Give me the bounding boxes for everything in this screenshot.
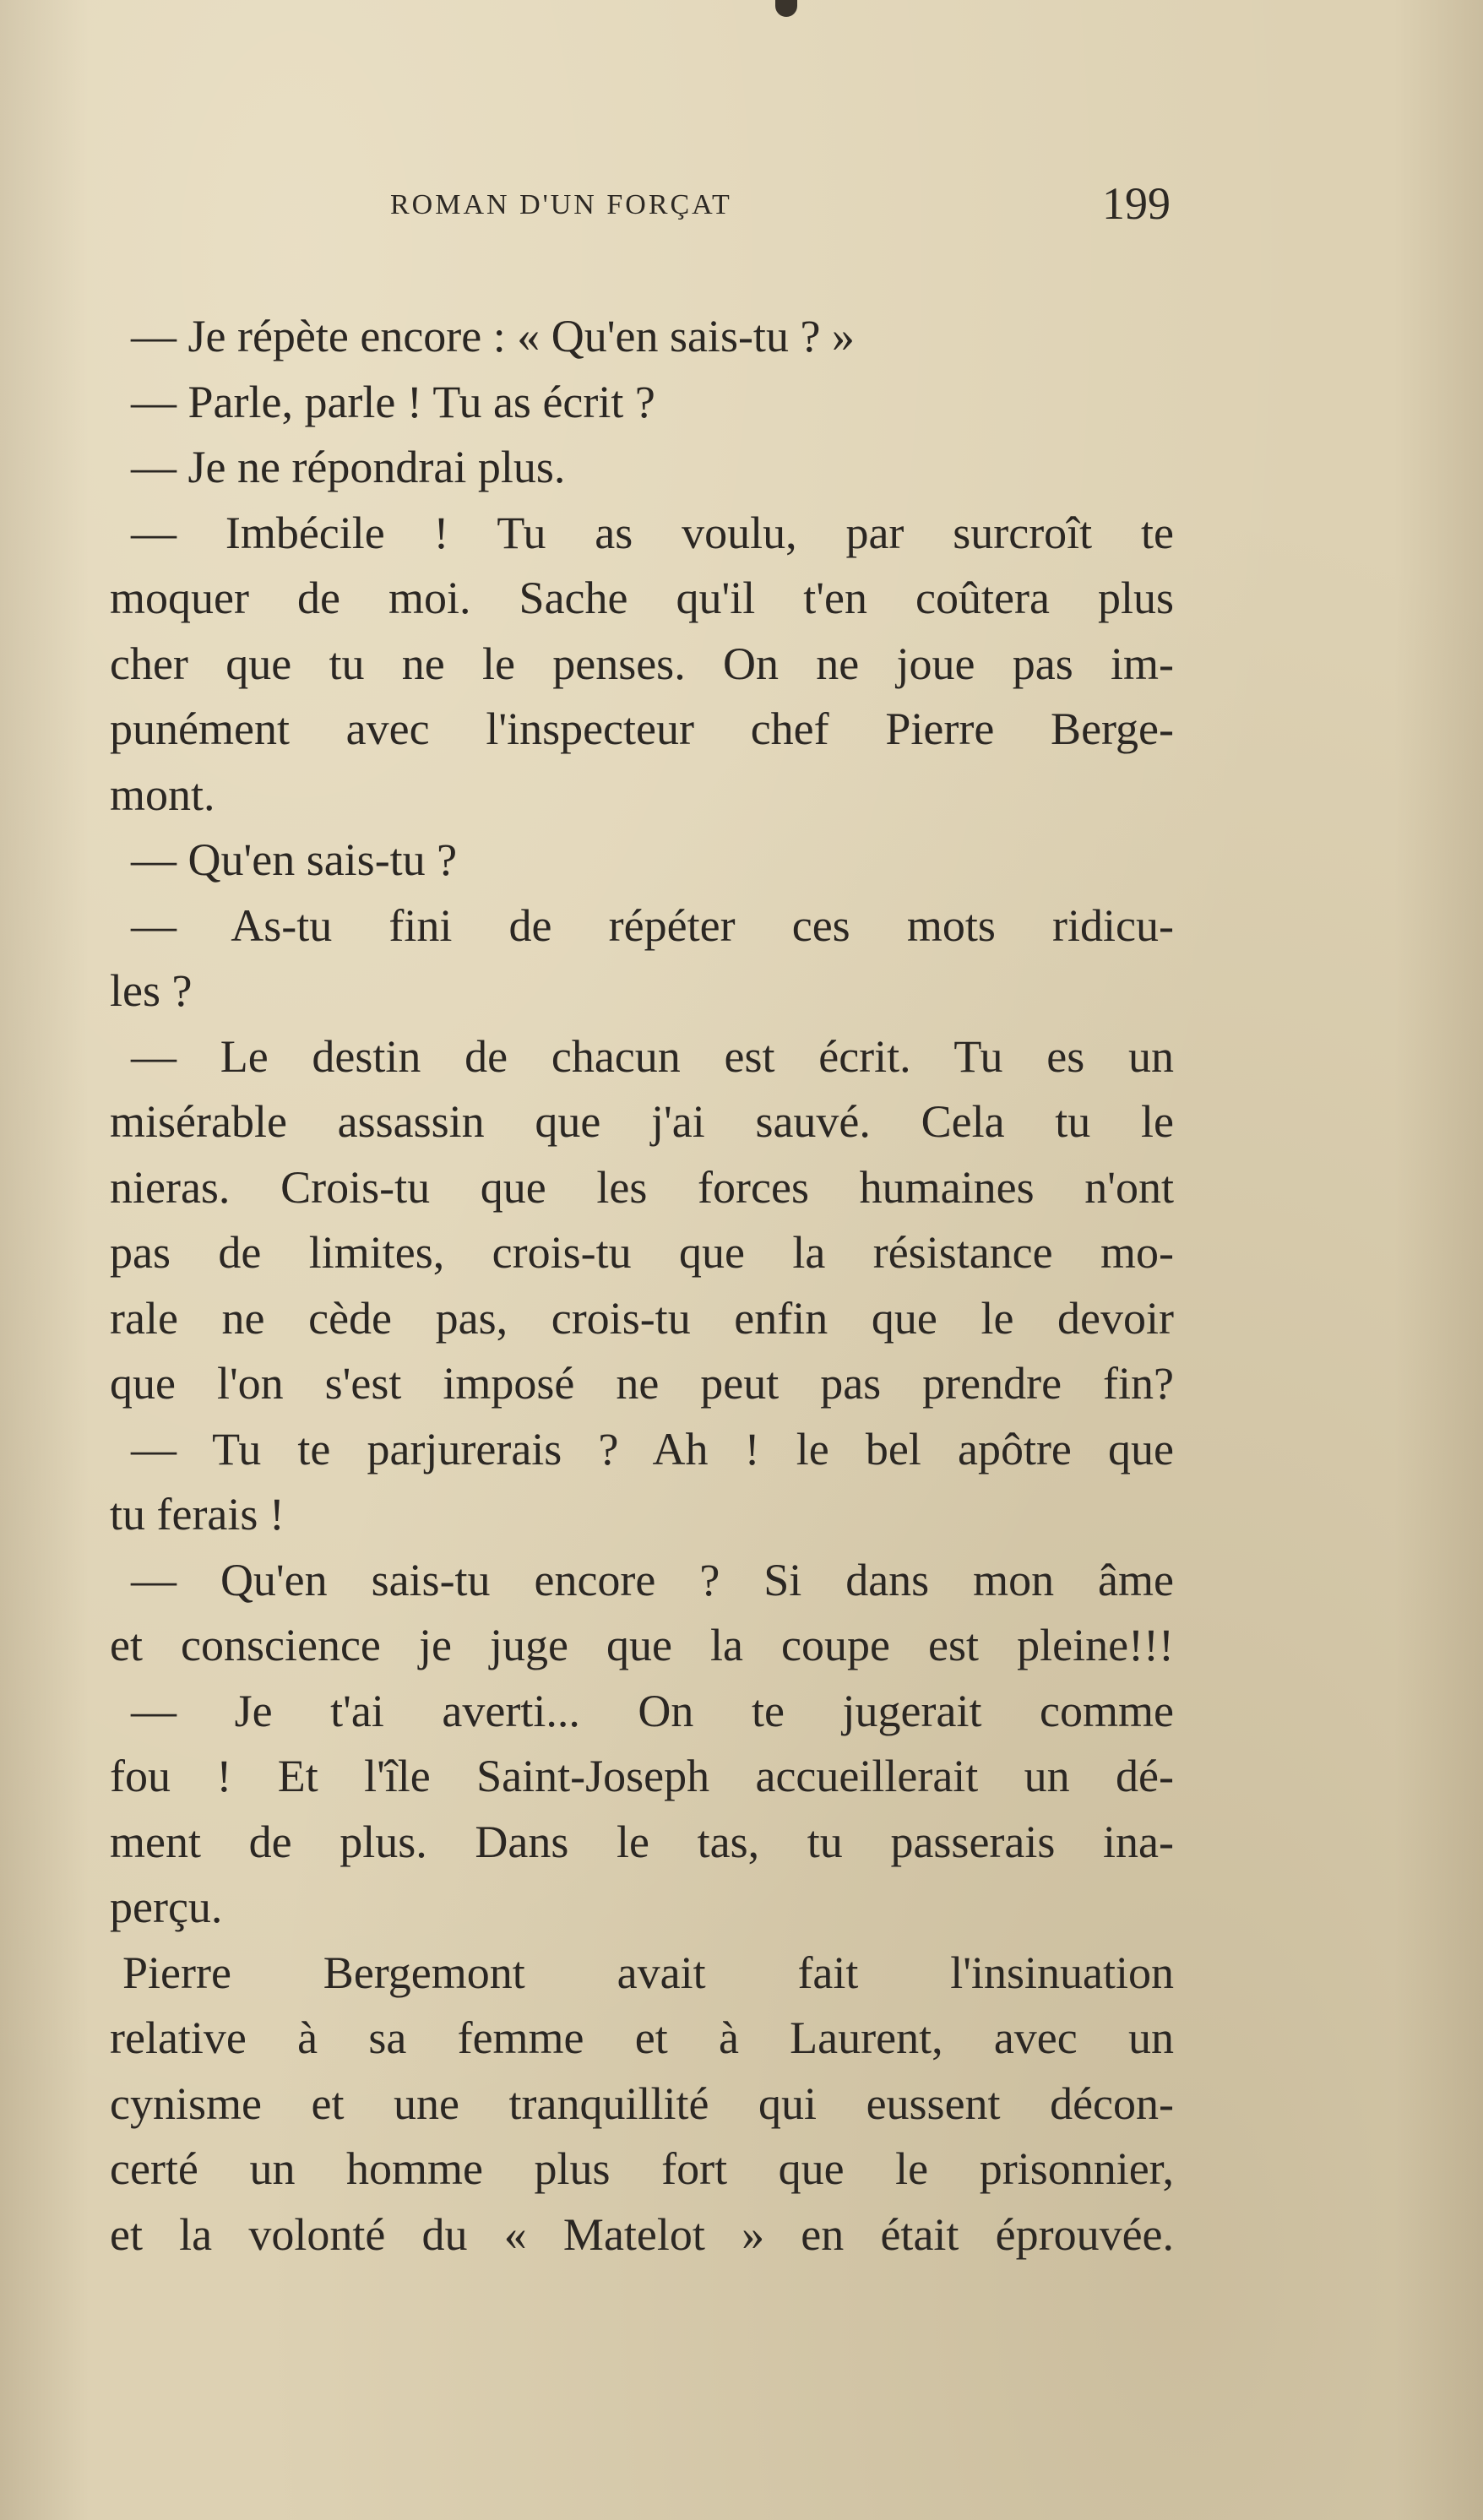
text-line: les ? — [110, 965, 193, 1016]
text-line: Pierre Bergemont avait fait l'insinuation — [122, 1947, 1174, 1998]
text-line: punément avec l'inspecteur chef Pierre Berge- — [110, 703, 1174, 754]
text-line: pas de limites, crois-tu que la résistance mo- — [110, 1227, 1174, 1278]
text-line: — Imbécile ! Tu as voulu, par surcroît te — [131, 507, 1174, 558]
text-line: — Je ne répondrai plus. — [131, 442, 566, 492]
body-text — [110, 304, 1174, 2267]
text-line: fou ! Et l'île Saint-Joseph accueillerait un dé- — [110, 1751, 1174, 1801]
text-line: perçu. — [110, 1882, 223, 1932]
page-number: 199 — [1102, 178, 1171, 229]
text-line: — Parle, parle ! Tu as écrit ? — [131, 376, 655, 427]
text-line: — Je répète encore : « Qu'en sais-tu ? » — [131, 311, 855, 361]
text-line: relative à sa femme et à Laurent, avec un — [110, 2012, 1174, 2063]
text-line: — Qu'en sais-tu ? — [131, 834, 458, 885]
text-line: — Le destin de chacun est écrit. Tu es un — [131, 1030, 1174, 1082]
text-line: — As-tu fini de répéter ces mots ridicu- — [131, 899, 1174, 951]
text-line: — Qu'en sais-tu encore ? Si dans mon âme — [131, 1554, 1174, 1605]
text-line: et la volonté du « Matelot » en était éprouvée. — [110, 2208, 1174, 2260]
text-line: — Je t'ai averti... On te jugerait comme — [131, 1685, 1174, 1736]
text-line: nieras. Crois-tu que les forces humaines n'ont — [110, 1161, 1174, 1213]
text-line: rale ne cède pas, crois-tu enfin que le devoir — [110, 1292, 1174, 1344]
text-line: que l'on s'est imposé ne peut pas prendre fin? — [110, 1358, 1174, 1409]
ink-blot — [775, 0, 797, 17]
page-header — [0, 177, 1483, 236]
text-line: et conscience je juge que la coupe est pleine!!! — [110, 1620, 1174, 1670]
text-line: tu ferais ! — [110, 1489, 285, 1540]
text-line: — Tu te parjurerais ? Ah ! le bel apôtre que — [131, 1423, 1174, 1475]
text-line: certé un homme plus fort que le prisonnier, — [110, 2143, 1174, 2194]
text-line: ment de plus. Dans le tas, tu passerais ina- — [110, 1816, 1174, 1867]
text-line: cher que tu ne le penses. On ne joue pas im- — [110, 638, 1174, 689]
running-title: ROMAN D'UN FORÇAT — [390, 189, 732, 220]
text-line: mont. — [110, 768, 215, 820]
text-line: misérable assassin que j'ai sauvé. Cela tu le — [110, 1096, 1174, 1147]
text-line: cynisme et une tranquillité qui eussent décon- — [110, 2077, 1174, 2129]
text-line: moquer de moi. Sache qu'il t'en coûtera plus — [110, 573, 1174, 623]
